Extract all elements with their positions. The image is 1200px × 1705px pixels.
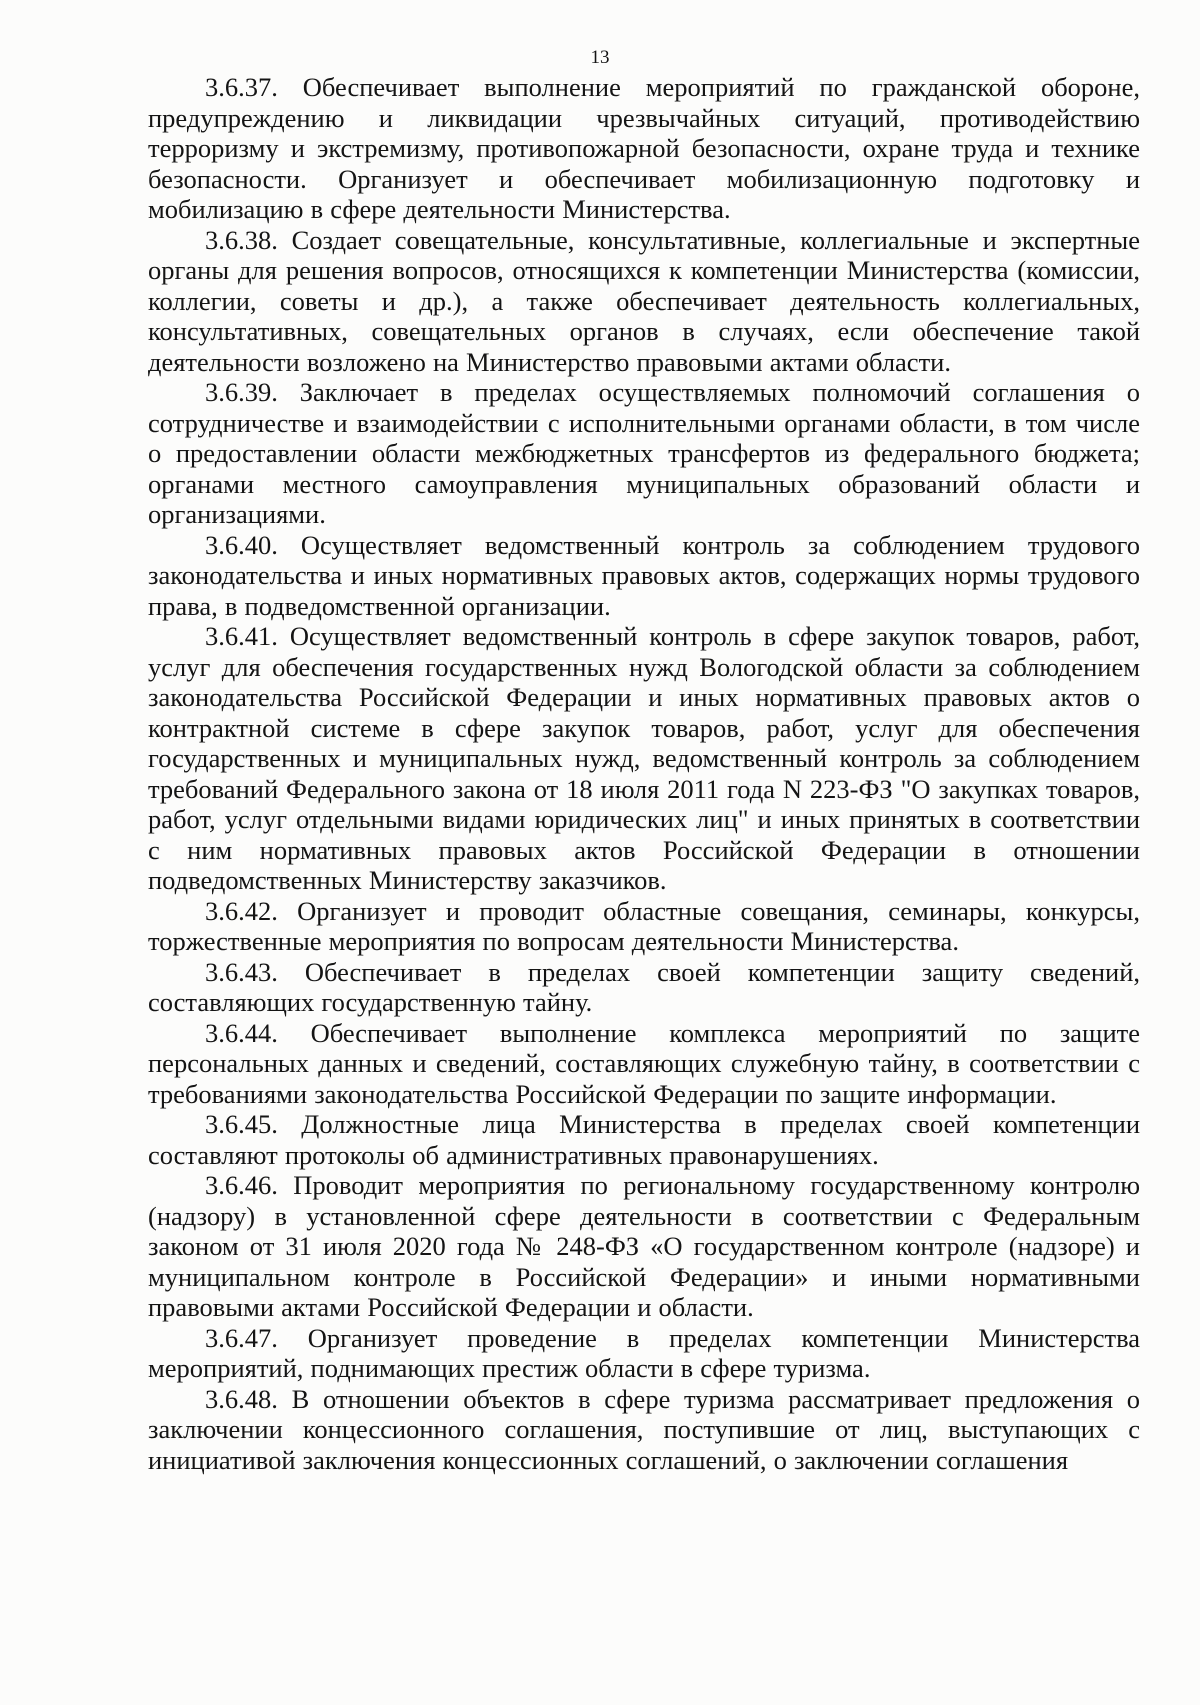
document-body bbox=[148, 72, 1140, 1475]
paragraph-3-6-39: 3.6.39. Заключает в пределах осуществляемых полномочий соглашения о сотрудничестве и взаимодействии с исполнительными органами области, в том числе о предоставлении области межбюджетных трансфертов из федерального бюджета; органами местного самоуправления муниципальных образований области и организациями. bbox=[148, 377, 1140, 529]
paragraph-3-6-43: 3.6.43. Обеспечивает в пределах своей компетенции защиту сведений, составляющих государственную тайну. bbox=[148, 956, 1140, 1017]
paragraph-3-6-38: 3.6.38. Создает совещательные, консультативные, коллегиальные и экспертные органы для решения вопросов, относящихся к компетенции Министерства (комиссии, коллегии, советы и др.), а также обеспечивает деятельность коллегиальных, консультативных, совещательных органов в случаях, если обеспечение такой деятельности возложено на Министерство правовыми актами области. bbox=[148, 224, 1140, 377]
paragraph-3-6-37: 3.6.37. Обеспечивает выполнение мероприятий по гражданской обороне, предупреждению и ликвидации чрезвычайных ситуаций, противодействию терроризму и экстремизму, противопожарной безопасности, охране труда и технике безопасности. Организует и обеспечивает мобилизационную подготовку и мобилизацию в сфере деятельности Министерства. bbox=[148, 72, 1140, 224]
paragraph-3-6-46: 3.6.46. Проводит мероприятия по региональному государственному контролю (надзору) в установленной сфере деятельности в соответствии с Федеральным законом от 31 июля 2020 года № 248-ФЗ «О государственном контроле (надзоре) и муниципальном контроле в Российской Федерации» и иными нормативными правовыми актами Российской Федерации и области. bbox=[148, 1170, 1140, 1322]
paragraph-3-6-44: 3.6.44. Обеспечивает выполнение комплекса мероприятий по защите персональных данных и сведений, составляющих служебную тайну, в соответствии с требованиями законодательства Российской Федерации по защите информации. bbox=[148, 1017, 1140, 1109]
paragraph-3-6-45: 3.6.45. Должностные лица Министерства в пределах своей компетенции составляют протоколы об административных правонарушениях. bbox=[148, 1109, 1140, 1170]
paragraph-3-6-42: 3.6.42. Организует и проводит областные совещания, семинары, конкурсы, торжественные мероприятия по вопросам деятельности Министерства. bbox=[148, 895, 1140, 956]
paragraph-3-6-41: 3.6.41. Осуществляет ведомственный контроль в сфере закупок товаров, работ, услуг для обеспечения государственных нужд Вологодской области за соблюдением законодательства Российской Федерации и иных нормативных правовых актов о контрактной системе в сфере закупок товаров, работ, услуг для обеспечения государственных и муниципальных нужд, ведомственный контроль за соблюдением требований Федерального закона от 18 июля 2011 года N 223-ФЗ "О закупках товаров, работ, услуг отдельными видами юридических лиц" и иных принятых в соответствии с ним нормативных правовых актов Российской Федерации в отношении подведомственных Министерству заказчиков. bbox=[148, 621, 1140, 895]
paragraph-3-6-48: 3.6.48. В отношении объектов в сфере туризма рассматривает предложения о заключении концессионного соглашения, поступившие от лиц, выступающих с инициативой заключения концессионных соглашений, о заключении соглашения bbox=[148, 1383, 1140, 1475]
paragraph-3-6-40: 3.6.40. Осуществляет ведомственный контроль за соблюдением трудового законодательства и иных нормативных правовых актов, содержащих нормы трудового права, в подведомственной организации. bbox=[148, 529, 1140, 621]
paragraph-3-6-47: 3.6.47. Организует проведение в пределах компетенции Министерства мероприятий, поднимающих престиж области в сфере туризма. bbox=[148, 1322, 1140, 1383]
page-number: 13 bbox=[590, 47, 610, 68]
